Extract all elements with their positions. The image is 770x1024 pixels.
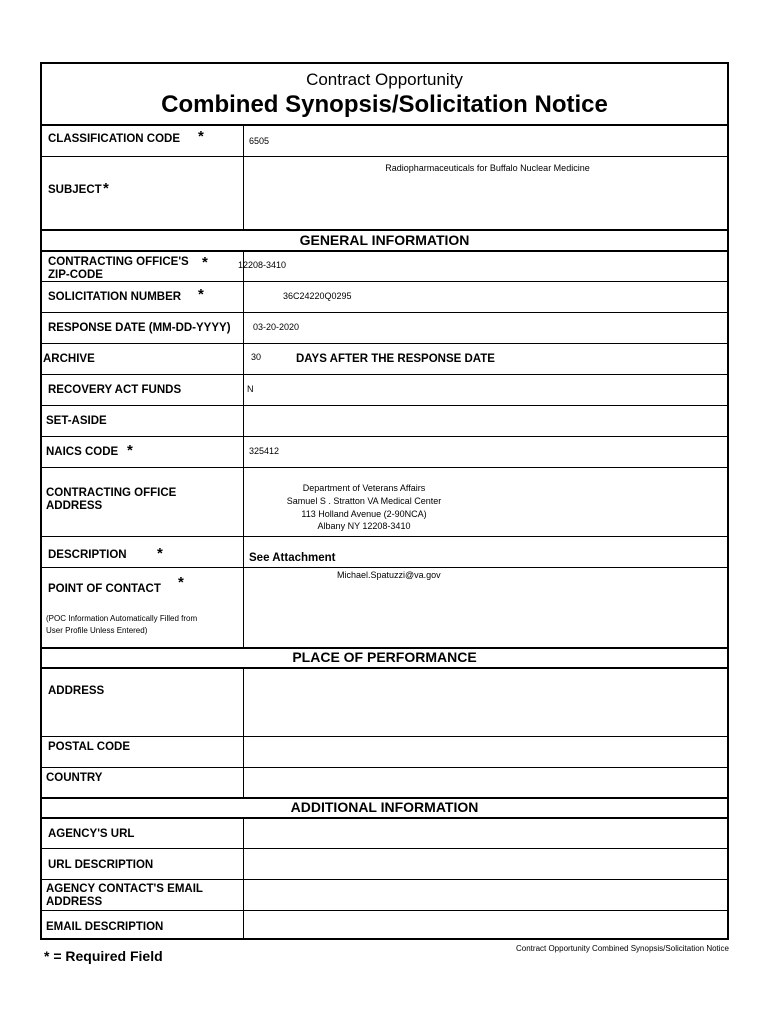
poc-note-line2: User Profile Unless Entered) — [46, 626, 148, 635]
required-star: * — [198, 128, 204, 145]
classification-code-value: 6505 — [249, 136, 270, 146]
required-star: * — [198, 286, 204, 303]
contracting-office-zip-value: 12208-3410 — [238, 260, 287, 270]
place-of-performance-heading: PLACE OF PERFORMANCE — [292, 649, 477, 665]
required-star: * — [178, 574, 184, 591]
point-of-contact-email: Michael.Spatuzzi@va.gov — [337, 570, 441, 580]
archive-days-value: 30 — [251, 352, 262, 362]
agency-contact-email-label-line2: ADDRESS — [46, 896, 103, 908]
contracting-office-address-label-line2: ADDRESS — [46, 500, 103, 512]
performance-address-label: ADDRESS — [48, 685, 105, 697]
required-star: * — [202, 254, 208, 271]
solicitation-number-value: 36C24220Q0295 — [283, 291, 352, 301]
office-address-line: Albany NY 12208-3410 — [317, 521, 411, 531]
solicitation-form — [40, 62, 729, 940]
point-of-contact-label: POINT OF CONTACT — [48, 583, 161, 595]
contracting-office-zip-label-line1: CONTRACTING OFFICE'S — [48, 256, 189, 268]
response-date-label: RESPONSE DATE (MM-DD-YYYY) — [48, 322, 231, 334]
contracting-office-address-label-line1: CONTRACTING OFFICE — [46, 487, 177, 499]
required-star: * — [103, 180, 109, 197]
subject-label: SUBJECT — [48, 184, 102, 196]
naics-code-value: 325412 — [249, 446, 280, 456]
office-address-line: Samuel S . Stratton VA Medical Center — [286, 496, 442, 506]
solicitation-number-label: SOLICITATION NUMBER — [48, 291, 182, 303]
required-star: * — [127, 442, 133, 459]
required-field-legend: * = Required Field — [44, 948, 163, 964]
office-address-line: Department of Veterans Affairs — [302, 483, 426, 493]
poc-note-line1: (POC Information Automatically Filled from — [46, 614, 198, 623]
office-address-line: 113 Holland Avenue (2-90NCA) — [301, 509, 427, 519]
archive-days-suffix: DAYS AFTER THE RESPONSE DATE — [296, 353, 495, 365]
required-star: * — [157, 545, 163, 562]
additional-information-heading: ADDITIONAL INFORMATION — [290, 799, 479, 815]
email-description-label: EMAIL DESCRIPTION — [46, 921, 164, 933]
recovery-act-funds-value: N — [247, 384, 254, 394]
form-subtitle: Contract Opportunity — [306, 70, 463, 89]
set-aside-label: SET-ASIDE — [46, 415, 107, 427]
contracting-office-zip-label-line2: ZIP-CODE — [48, 269, 103, 281]
classification-code-label: CLASSIFICATION CODE — [48, 133, 181, 145]
general-information-heading: GENERAL INFORMATION — [299, 232, 470, 248]
country-label: COUNTRY — [46, 772, 103, 784]
archive-label: ARCHIVE — [43, 353, 95, 365]
footer-document-name: Contract Opportunity Combined Synopsis/Solicitation Notice — [516, 944, 729, 953]
description-label: DESCRIPTION — [48, 549, 127, 561]
description-value: See Attachment — [249, 552, 336, 564]
postal-code-label: POSTAL CODE — [48, 741, 130, 753]
naics-code-label: NAICS CODE — [46, 446, 119, 458]
agency-url-label: AGENCY'S URL — [48, 828, 135, 840]
url-description-label: URL DESCRIPTION — [48, 859, 154, 871]
agency-contact-email-label-line1: AGENCY CONTACT'S EMAIL — [46, 883, 203, 895]
recovery-act-funds-label: RECOVERY ACT FUNDS — [48, 384, 182, 396]
form-title: Combined Synopsis/Solicitation Notice — [161, 91, 608, 118]
response-date-value: 03-20-2020 — [253, 322, 300, 332]
subject-value: Radiopharmaceuticals for Buffalo Nuclear Medicine — [385, 163, 590, 173]
